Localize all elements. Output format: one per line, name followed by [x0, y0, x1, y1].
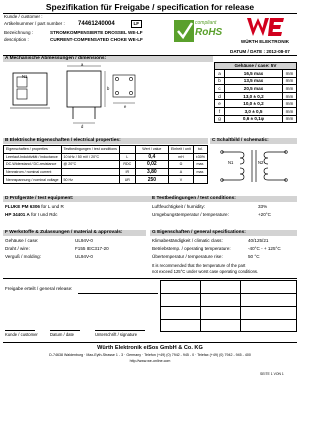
dim-letter: a: [215, 70, 225, 78]
schematic-n2: N2: [258, 160, 264, 165]
company-address: D-74638 Waldenburg · Max-Eyth-Strasse 1 - 3 · Germany · Telefon (+49) (0) 7942 - 945 - 0 · Telefax (+49) (0) 7942 - 945 - 400: [49, 353, 251, 357]
dim-unit: mm: [283, 115, 297, 123]
cond-cell: @ 20°C: [61, 161, 119, 169]
date-label: Datum / date: [50, 332, 74, 337]
temperature-note-1: It is recommended that the temperature of the part: [152, 263, 246, 268]
signature-label: Unterschrift / signature: [95, 332, 138, 337]
dim-letter: b: [215, 77, 225, 85]
header-cell: Testbedingungen / test conditions: [61, 146, 119, 154]
schematic-n1: N1: [228, 160, 234, 165]
datum-label: DATUM / DATE : 2012-08-07: [230, 49, 290, 54]
dim-unit: mm: [283, 85, 297, 93]
header-cell: tol.: [193, 146, 207, 154]
prop-cell: Nennspannung / nominal voltage: [4, 176, 62, 184]
dim-unit: mm: [283, 92, 297, 100]
divider: [160, 319, 297, 320]
cond-cell: 50 Hz: [61, 176, 119, 184]
humidity-label: Luftfeuchtigkeit / humidity:: [152, 204, 206, 209]
customer-line: [5, 330, 35, 331]
date-line: [50, 330, 80, 331]
page-number: SEITE 1 VON 1: [260, 372, 284, 376]
test-equipment-line-2: [5, 212, 57, 218]
dim-value: 16,5 max: [225, 70, 283, 78]
rohs-logo: [173, 17, 227, 45]
humidity-value: 33%: [258, 204, 268, 209]
dim-letter: c: [215, 85, 225, 93]
equipment-name: FLUKE PM 6306: [5, 204, 40, 209]
tol-cell: [193, 176, 207, 184]
dim-value: 3,0 ± 0,5: [225, 107, 283, 115]
wire-material-label: Draht / wire:: [5, 246, 30, 251]
temperature-value: +20°C: [258, 212, 271, 217]
molding-material-label: Verguß / molding:: [5, 254, 42, 259]
symbol-cell: IR: [119, 168, 135, 176]
temp-rise-label: Übertemperatur / temperature rise:: [152, 254, 223, 259]
unit-cell: Ω: [169, 161, 194, 169]
molding-material-value: UL94V-0: [75, 254, 93, 259]
temperature-label: Umgebungstemperatur / temperature:: [152, 212, 229, 217]
dim-value: 0,6 ± 0,1φ: [225, 115, 283, 123]
case-material-label: Gehäuse / case:: [5, 238, 39, 243]
dimensions-table: [214, 69, 297, 123]
prop-cell: Nennstrom / nominal current: [4, 168, 62, 176]
customer-label: Kunde / customer: [5, 332, 38, 337]
section-f-title: F Werkstoffe & Zulassungen / material & approvals:: [3, 230, 146, 236]
equipment-purpose: für I und Rdc: [31, 212, 58, 217]
wire-material-value: F155 IEC317-20: [75, 246, 109, 251]
dim-letter: d: [215, 92, 225, 100]
marking-label: N1: [22, 74, 28, 79]
website-link[interactable]: http://www.we-online.com: [129, 359, 171, 363]
dim-letter: e: [215, 100, 225, 108]
equipment-name: HP 34401 A: [5, 212, 30, 217]
table-row: [4, 176, 208, 184]
dim-unit: mm: [283, 77, 297, 85]
tol-cell: max.: [193, 161, 207, 169]
dim-unit: mm: [283, 100, 297, 108]
equipment-purpose: für L und R: [41, 204, 64, 209]
climatic-class-label: Klimabeständigkeit / climatic class:: [152, 238, 223, 243]
dim-value: 13,5 max: [225, 77, 283, 85]
brand-name: WÜRTH ELEKTRONIK: [240, 39, 290, 44]
table-row: [4, 153, 208, 161]
cond-cell: [61, 168, 119, 176]
unit-cell: V: [169, 176, 194, 184]
dim-letter: f: [215, 107, 225, 115]
header-cell: Wert / value: [135, 146, 168, 154]
case-label: Gehäuse / case: 5V: [214, 62, 297, 70]
table-row: [215, 85, 297, 93]
header-cell: Einheit / unit: [169, 146, 194, 154]
dim-value: 10,0 ± 0,2: [225, 100, 283, 108]
description-label: description :: [4, 37, 29, 42]
table-row: [4, 146, 208, 154]
section-e-title: E Testbedingungen / test conditions:: [150, 196, 297, 202]
we-logo-icon: [246, 16, 286, 38]
divider: [160, 306, 297, 307]
value-cell: 0,4: [135, 153, 168, 161]
lf-badge: LF: [131, 20, 142, 28]
bezeichnung-value: STROMKOMPENSIERTE DROSSEL WE-LF: [50, 30, 143, 35]
kunde-label: Kunde / customer :: [4, 14, 43, 19]
dim-value: 20,5 max: [225, 85, 283, 93]
signature-field-line: [95, 330, 145, 331]
tol-cell: max.: [193, 168, 207, 176]
operating-temp-label: Betriebstemp. / operating temperature:: [152, 246, 231, 251]
test-equipment-line-1: [5, 204, 64, 210]
description-value: CURRENT-COMPENSATED CHOKE WE-LF: [50, 37, 143, 42]
table-row: [215, 92, 297, 100]
section-c-title: C Schaltbild / schematic:: [210, 138, 297, 144]
page-title: Spezifikation für Freigabe / specification for release: [45, 2, 255, 12]
section-b-title: B Elektrische Eigenschaften / electrical properties:: [3, 138, 208, 144]
table-row: [215, 107, 297, 115]
temperature-note-2: not exceed 125°C under worst case operating conditions.: [152, 269, 259, 274]
electrical-table: [3, 145, 208, 184]
rohs-compliant-text: compliant: [195, 20, 217, 26]
header-cell: Eigenschaften / properties: [4, 146, 62, 154]
dim-letter-d: d: [81, 124, 84, 129]
table-row: [215, 77, 297, 85]
section-d-title: D Prüfgeräte / test equipment:: [3, 196, 208, 202]
climatic-class-value: 40/125/21: [248, 238, 269, 243]
rohs-text: RoHS: [195, 27, 223, 38]
dim-value: 13,0 ± 0,2: [225, 92, 283, 100]
schematic-diagram: [212, 146, 296, 186]
prop-cell: Leerlauf-Induktivität / inductance: [4, 153, 62, 161]
case-material-value: UL94V-0: [75, 238, 93, 243]
tol-cell: ±30%: [193, 153, 207, 161]
divider: [3, 342, 297, 343]
dim-unit: mm: [283, 107, 297, 115]
table-row: [4, 161, 208, 169]
divider: [200, 280, 201, 332]
wurth-logo: [236, 16, 294, 48]
unit-cell: mH: [169, 153, 194, 161]
divider: [160, 293, 297, 294]
section-a-title: A Mechanische Abmessungen / dimensions:: [3, 56, 213, 62]
dim-unit: mm: [283, 70, 297, 78]
table-row: [215, 115, 297, 123]
header-cell: [119, 146, 135, 154]
dim-letter: g: [215, 115, 225, 123]
dim-letter-a: a: [81, 62, 84, 67]
dim-letter-b: b: [107, 86, 110, 91]
table-row: [215, 70, 297, 78]
artikel-label: Artikelnummer / part number :: [4, 21, 65, 26]
table-row: [215, 100, 297, 108]
unit-cell: A: [169, 168, 194, 176]
value-cell: 3,80: [135, 168, 168, 176]
symbol-cell: RDC: [119, 161, 135, 169]
divider: [3, 13, 297, 14]
bezeichnung-label: Bezeichnung :: [4, 30, 34, 35]
company-name: Würth Elektronik eiSos GmbH & Co. KG: [97, 345, 203, 351]
prop-cell: DC-Widerstand / DC-resistance: [4, 161, 62, 169]
signature-line: [78, 293, 158, 294]
release-label: Freigabe erteilt / general release:: [5, 286, 73, 291]
table-row: [4, 168, 208, 176]
section-g-title: G Eigenschaften / general specifications:: [150, 230, 297, 236]
divider: [3, 278, 297, 279]
dim-letter-e: e: [124, 104, 127, 109]
operating-temp-value: -40°C - + 125°C: [248, 246, 281, 251]
temp-rise-value: 50 °C: [248, 254, 260, 259]
symbol-cell: L: [119, 153, 135, 161]
value-cell: 0,02: [135, 161, 168, 169]
value-cell: 250: [135, 176, 168, 184]
part-number: 74461240004: [78, 21, 115, 27]
divider: [240, 280, 241, 332]
symbol-cell: UR: [119, 176, 135, 184]
cond-cell: 10 kHz / 50 mV / 20°C: [61, 153, 119, 161]
